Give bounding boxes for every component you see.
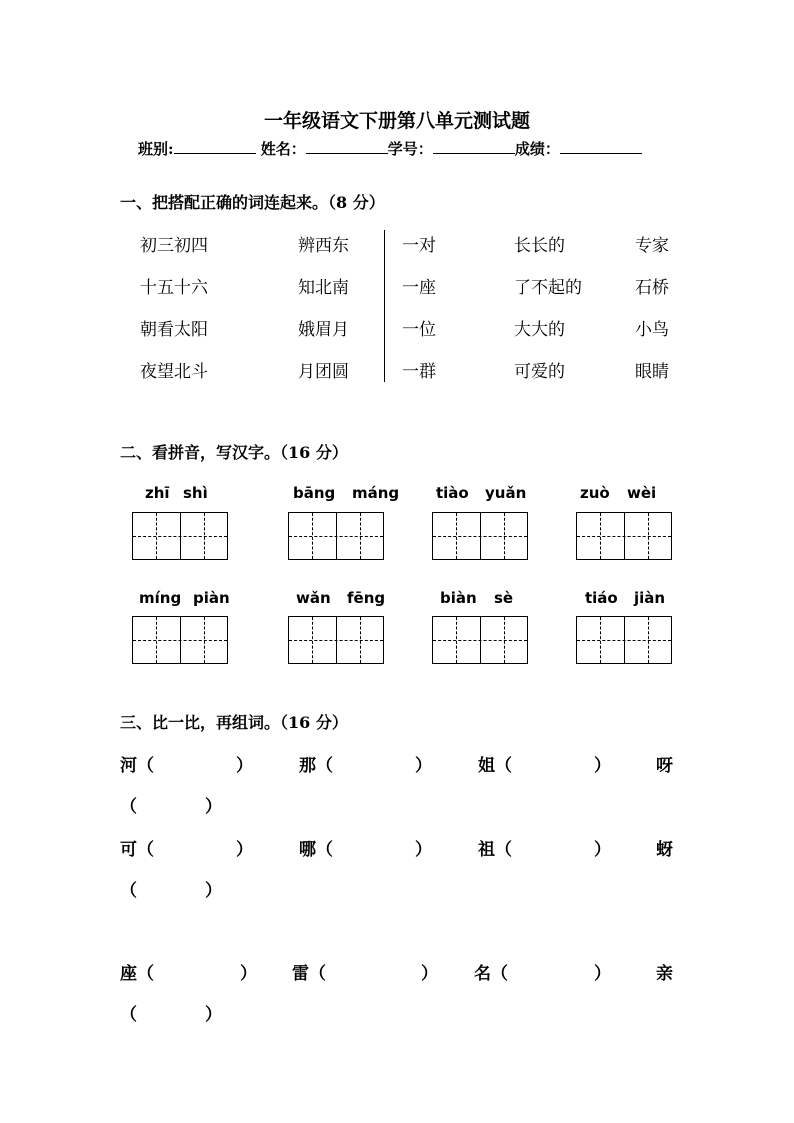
pinyin-label: zuò <box>580 484 610 502</box>
word-item: 一对 <box>402 236 436 256</box>
compare-char: 姐（ <box>478 756 512 776</box>
section1-heading: 一、把搭配正确的词连起来。（8 分） <box>120 193 385 212</box>
section2-heading: 二、看拼音，写汉字。（16 分） <box>120 443 348 462</box>
writing-box[interactable] <box>576 512 672 560</box>
word-item: 可爱的 <box>514 362 565 382</box>
compare-char: 蚜 <box>656 840 673 860</box>
writing-box[interactable] <box>576 616 672 664</box>
class-label: 班别: <box>138 140 174 158</box>
name-field[interactable] <box>306 139 388 154</box>
student-info-line <box>138 138 642 159</box>
paren-close: ） <box>415 756 432 776</box>
paren-close: ） <box>594 840 611 860</box>
paren-close: ） <box>594 756 611 776</box>
word-item: 眼睛 <box>635 362 669 382</box>
paren-close: ） <box>415 840 432 860</box>
word-item: 辨西东 <box>298 236 349 256</box>
class-field[interactable] <box>174 139 256 154</box>
word-item: 十五十六 <box>140 278 208 298</box>
paren-close: ） <box>421 964 438 984</box>
word-item: 初三初四 <box>140 236 208 256</box>
pinyin-label: zhī <box>145 484 170 502</box>
paren-close: ） <box>594 964 611 984</box>
column-divider <box>384 230 385 382</box>
pinyin-label: tiào <box>436 484 469 502</box>
score-field[interactable] <box>560 139 642 154</box>
pinyin-label: míng <box>139 589 182 607</box>
compare-char: 座（ <box>120 964 154 984</box>
score-label: 成绩： <box>514 140 560 158</box>
name-label: 姓名： <box>260 140 306 158</box>
writing-box[interactable] <box>132 512 228 560</box>
pinyin-label: wǎn <box>296 589 331 607</box>
word-item: 石桥 <box>635 278 669 298</box>
paren-close: ） <box>236 756 253 776</box>
word-item: 娥眉月 <box>298 320 349 340</box>
word-item: 一位 <box>402 320 436 340</box>
writing-box[interactable] <box>432 512 528 560</box>
word-item: 大大的 <box>514 320 565 340</box>
word-item: 一群 <box>402 362 436 382</box>
compare-char: 可（ <box>120 840 154 860</box>
compare-char: 祖（ <box>478 840 512 860</box>
compare-char: 河（ <box>120 756 154 776</box>
id-label: 学号： <box>387 140 433 158</box>
pinyin-label: fēng <box>347 589 386 607</box>
writing-box[interactable] <box>132 616 228 664</box>
section3-heading: 三、比一比，再组词。（16 分） <box>120 713 348 732</box>
word-item: 夜望北斗 <box>140 362 208 382</box>
pinyin-label: piàn <box>193 589 230 607</box>
pinyin-label: jiàn <box>634 589 666 607</box>
pinyin-label: bāng <box>293 484 336 502</box>
writing-box[interactable] <box>288 512 384 560</box>
writing-box[interactable] <box>432 616 528 664</box>
word-item: 专家 <box>635 236 669 256</box>
word-item: 月团圆 <box>298 362 349 382</box>
pinyin-label: biàn <box>440 589 477 607</box>
answer-parens: （ ） <box>120 797 222 817</box>
writing-box[interactable] <box>288 616 384 664</box>
id-field[interactable] <box>433 139 515 154</box>
compare-char: 呀 <box>656 756 673 776</box>
paren-close: ） <box>236 840 253 860</box>
pinyin-label: yuǎn <box>485 484 527 502</box>
pinyin-label: máng <box>352 484 400 502</box>
answer-parens: （ ） <box>120 881 222 901</box>
pinyin-label: wèi <box>627 484 657 502</box>
compare-char: 哪（ <box>299 840 333 860</box>
compare-char: 名（ <box>474 964 508 984</box>
pinyin-label: shì <box>183 484 208 502</box>
word-item: 知北南 <box>298 278 349 298</box>
pinyin-label: sè <box>494 589 514 607</box>
page-title: 一年级语文下册第八单元测试题 <box>263 110 530 132</box>
compare-char: 亲 <box>656 964 673 984</box>
answer-parens: （ ） <box>120 1005 222 1025</box>
word-item: 朝看太阳 <box>140 320 208 340</box>
pinyin-label: tiáo <box>585 589 618 607</box>
compare-char: 那（ <box>299 756 333 776</box>
paren-close: ） <box>240 964 257 984</box>
word-item: 了不起的 <box>514 278 582 298</box>
compare-char: 雷（ <box>292 964 326 984</box>
word-item: 长长的 <box>514 236 565 256</box>
word-item: 一座 <box>402 278 436 298</box>
word-item: 小鸟 <box>635 320 669 340</box>
